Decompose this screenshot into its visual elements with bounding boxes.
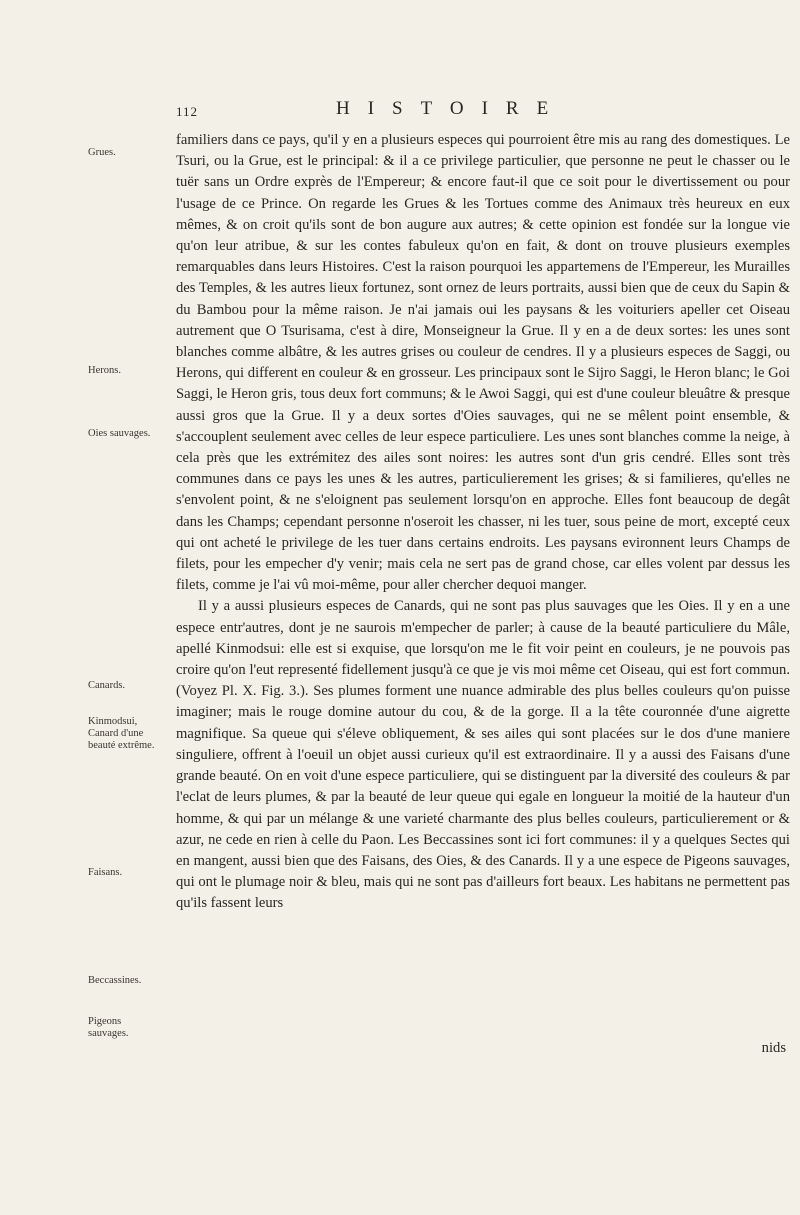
- margin-note-oies: Oies sauvages.: [88, 428, 151, 439]
- margin-note-canards: Canards.: [88, 680, 126, 691]
- margin-note-herons: Herons.: [88, 365, 121, 376]
- margin-note-faisans: Faisans.: [88, 867, 123, 878]
- margin-note-beccassines: Beccassines.: [88, 975, 142, 986]
- paragraph: Il y a aussi plusieurs especes de Canards, qui ne sont pas plus sauvages que les Oies. Il y en a une espece entr'autres, dont je ne saurois m'empecher de parler; à cause de la beauté particuliere du Mâle, apellé Kinmodsui: elle est si exquise, que lorsqu'on me le fit voir peint en couleurs, je ne pouvois pas croire qu'on l'eut representé fidellement jusqu'à ce que je vis moi même cet Oiseau, qui est fort commun. (Voyez Pl. X. Fig. 3.). Ses plumes forment une nuance admirable des plus belles couleurs qu'on puisse imaginer; mais le rouge domine autour du cou, & de la gorge. Il a la tête couronnée d'une aigrette magnifique. Sa queue qui s'éleve obliquement, & ses ailes qui sont placées sur le dos d'une maniere singuliere, offrent à l'oeuil un objet aussi curieux qu'il est extraordinaire. Il y a aussi des Faisans d'une grande beauté. On en voit d'une espece particuliere, qui se distinguent par la diversité des couleurs & par l'eclat de leurs plumes, & par la beauté de leur queue qui egale en longueur la moitié de la hauteur d'un homme, & qui par un mélange & une varieté charmante des plus belles couleurs, particulierement or & azur, ne cede en rien à celle du Paon. Les Beccassines sont ici fort communes: il y a quelques Sectes qui en mangent, aussi bien que des Faisans, des Oies, & des Canards. Il y a une espece de Pigeons sauvages, qui ont le plumage noir & bleu, mais qui ne sont pas d'ailleurs fort beaux. Les habitans ne permettent pas qu'ils fassent leurs: [176, 598, 790, 912]
- margin-note-pigeons: Pigeons sauvages.: [88, 1016, 129, 1039]
- running-title: HISTOIRE: [336, 98, 567, 119]
- paragraph: familiers dans ce pays, qu'il y en a plusieurs especes qui pourroient être mis au rang des domestiques. Le Tsuri, ou la Grue, est le principal: & il a ce privilege particulier, que personne ne peut le chasser ou le tuër sans un Ordre exprès de l'Empereur; & encore faut-il que ce soit pour le divertissement ou pour l'usage de ce Prince. On regarde les Grues & les Tortues comme des Animaux très heureux en eux mêmes, & on croit qu'ils sont de bon augure aux autres; & cette opinion est fondée sur la longue vie qu'on leur atribue, & sur les contes fabuleux qu'on en fait, & dont on trouve plusieurs exemples remarquables dans leurs Histoires. C'est la raison pourquoi les appartemens de l'Empereur, les Murailles des Temples, & les autres lieux fortunez, sont ornez de leurs portraits, aussi bien que de ceux du Sapin & du Bambou pour la même raison. Je n'ai jamais oui les paysans & les voituriers apeller cet Oiseau autrement que O Tsurisama, c'est à dire, Monseigneur la Grue. Il y en a de deux sortes: les unes sont blanches comme albâtre, & les autres grises ou couleur de cendres. Il y a plusieurs especes de Saggi, ou Herons, qui different en couleur & en grosseur. Les principaux sont le Sijro Saggi, le Heron blanc; le Goi Saggi, le Heron gris, tous deux fort communs; & le Awoi Saggi, qui est d'une couleur bleuâtre & presque aussi gros que la Grue. Il y a deux sortes d'Oies sauvages, qui ne se mêlent point ensemble, & s'accouplent seulement avec celles de leur espece particuliere. Les unes sont blanches comme la neige, à cela près que les extrémitez des ailes sont noires: les autres sont d'un gris cendré. Elles sont très communes dans ce pays les unes & les autres, particulierement les grises; & si familieres, qu'elles ne s'envolent point, & ne s'eloignent pas seulement lorsqu'on en approche. Elles font beaucoup de degât dans les Champs; cependant personne n'oseroit les chasser, ni les tuer, sous peine de mort, excepté ceux qui ont acheté le privilege de les tuer dans certains endroits. Les paysans evironnent leurs Champs de filets, pour les empecher d'y venir; mais cela ne sert pas de grand chose, car elles volent par dessus les filets, comme je l'ai vû moi-même, pour aller chercher dequoi manger.: [176, 132, 790, 594]
- page-header: [176, 98, 788, 124]
- catchword: nids: [761, 1040, 786, 1056]
- margin-note-grues: Grues.: [88, 147, 116, 158]
- page-number: 112: [176, 104, 199, 119]
- margin-note-kinmodsui: Kinmodsui, Canard d'une beauté extrême.: [88, 716, 155, 751]
- body-text: [176, 130, 790, 915]
